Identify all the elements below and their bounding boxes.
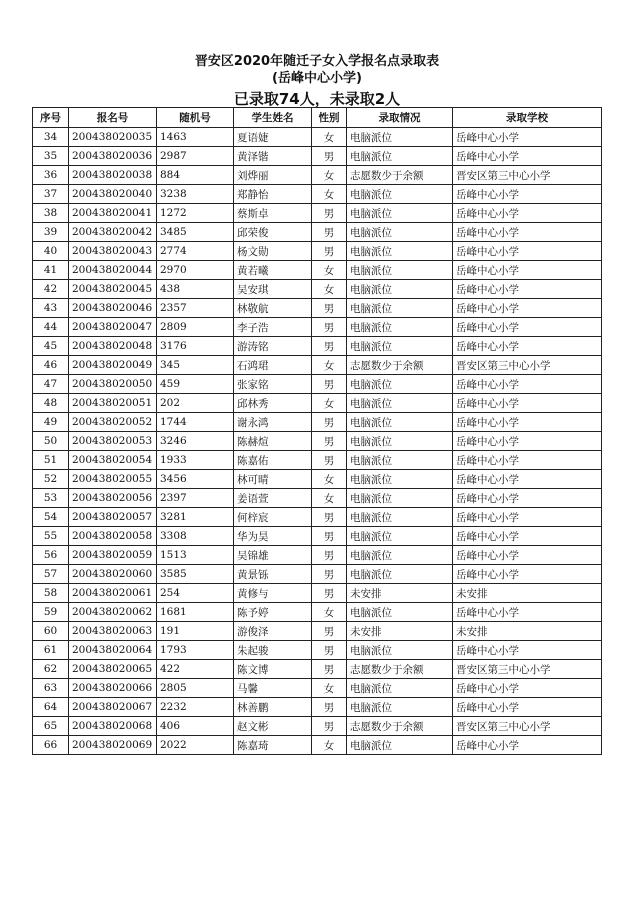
cell-admitted-school: 岳峰中心小学	[453, 128, 602, 147]
cell-student-name: 吴安琪	[234, 280, 312, 299]
table-row	[33, 147, 602, 166]
cell-admitted-school: 晋安区第三中心小学	[453, 660, 602, 679]
column-header-registration-number: 报名号	[69, 108, 157, 128]
cell-random-number: 202	[157, 394, 234, 413]
cell-row-index: 52	[33, 470, 69, 489]
cell-registration-number: 200438020065	[69, 660, 157, 679]
cell-row-index: 47	[33, 375, 69, 394]
cell-gender: 男	[312, 622, 347, 641]
cell-row-index: 43	[33, 299, 69, 318]
cell-row-index: 55	[33, 527, 69, 546]
cell-registration-number: 200438020068	[69, 717, 157, 736]
cell-registration-number: 200438020044	[69, 261, 157, 280]
cell-registration-number: 200438020047	[69, 318, 157, 337]
cell-admitted-school: 岳峰中心小学	[453, 394, 602, 413]
cell-admission-status: 电脑派位	[347, 299, 453, 318]
cell-admission-status: 电脑派位	[347, 337, 453, 356]
cell-registration-number: 200438020035	[69, 128, 157, 147]
cell-registration-number: 200438020041	[69, 204, 157, 223]
cell-admitted-school: 未安排	[453, 622, 602, 641]
cell-row-index: 35	[33, 147, 69, 166]
cell-student-name: 何梓宸	[234, 508, 312, 527]
cell-admission-status: 电脑派位	[347, 698, 453, 717]
cell-admission-status: 电脑派位	[347, 280, 453, 299]
cell-registration-number: 200438020045	[69, 280, 157, 299]
admission-table	[32, 107, 602, 755]
cell-random-number: 3246	[157, 432, 234, 451]
cell-random-number: 422	[157, 660, 234, 679]
cell-student-name: 朱起骏	[234, 641, 312, 660]
cell-random-number: 1513	[157, 546, 234, 565]
table-row	[33, 451, 602, 470]
cell-random-number: 345	[157, 356, 234, 375]
cell-student-name: 陈文博	[234, 660, 312, 679]
cell-admitted-school: 岳峰中心小学	[453, 736, 602, 755]
cell-gender: 女	[312, 128, 347, 147]
cell-random-number: 1463	[157, 128, 234, 147]
cell-admitted-school: 岳峰中心小学	[453, 261, 602, 280]
cell-gender: 男	[312, 299, 347, 318]
cell-admission-status: 电脑派位	[347, 223, 453, 242]
cell-admitted-school: 未安排	[453, 584, 602, 603]
table-row	[33, 641, 602, 660]
cell-student-name: 游俊泽	[234, 622, 312, 641]
cell-random-number: 2809	[157, 318, 234, 337]
cell-admitted-school: 岳峰中心小学	[453, 280, 602, 299]
table-row	[33, 489, 602, 508]
cell-admitted-school: 岳峰中心小学	[453, 470, 602, 489]
cell-registration-number: 200438020060	[69, 565, 157, 584]
table-row	[33, 717, 602, 736]
table-row	[33, 204, 602, 223]
table-row	[33, 470, 602, 489]
cell-gender: 女	[312, 603, 347, 622]
cell-registration-number: 200438020064	[69, 641, 157, 660]
cell-admitted-school: 晋安区第三中心小学	[453, 166, 602, 185]
cell-registration-number: 200438020042	[69, 223, 157, 242]
cell-student-name: 黄景铄	[234, 565, 312, 584]
cell-row-index: 39	[33, 223, 69, 242]
cell-admission-status: 志愿数少于余额	[347, 717, 453, 736]
cell-registration-number: 200438020067	[69, 698, 157, 717]
cell-admission-status: 电脑派位	[347, 147, 453, 166]
cell-gender: 男	[312, 641, 347, 660]
cell-registration-number: 200438020054	[69, 451, 157, 470]
cell-admission-status: 电脑派位	[347, 565, 453, 584]
cell-student-name: 黄泽锴	[234, 147, 312, 166]
cell-gender: 女	[312, 736, 347, 755]
cell-row-index: 42	[33, 280, 69, 299]
cell-admission-status: 电脑派位	[347, 261, 453, 280]
cell-row-index: 60	[33, 622, 69, 641]
cell-random-number: 3308	[157, 527, 234, 546]
cell-student-name: 赵文彬	[234, 717, 312, 736]
cell-admission-status: 电脑派位	[347, 128, 453, 147]
cell-admission-status: 电脑派位	[347, 508, 453, 527]
cell-admitted-school: 岳峰中心小学	[453, 147, 602, 166]
table-row	[33, 166, 602, 185]
cell-student-name: 夏语婕	[234, 128, 312, 147]
cell-registration-number: 200438020059	[69, 546, 157, 565]
cell-gender: 女	[312, 261, 347, 280]
cell-admitted-school: 岳峰中心小学	[453, 527, 602, 546]
cell-registration-number: 200438020069	[69, 736, 157, 755]
cell-registration-number: 200438020052	[69, 413, 157, 432]
cell-row-index: 41	[33, 261, 69, 280]
cell-admission-status: 电脑派位	[347, 451, 453, 470]
cell-admission-status: 电脑派位	[347, 603, 453, 622]
cell-registration-number: 200438020040	[69, 185, 157, 204]
cell-admitted-school: 岳峰中心小学	[453, 489, 602, 508]
table-row	[33, 242, 602, 261]
cell-row-index: 40	[33, 242, 69, 261]
cell-gender: 男	[312, 318, 347, 337]
cell-admission-status: 志愿数少于余额	[347, 356, 453, 375]
cell-gender: 女	[312, 394, 347, 413]
cell-random-number: 3238	[157, 185, 234, 204]
cell-gender: 男	[312, 242, 347, 261]
cell-student-name: 林可晴	[234, 470, 312, 489]
table-row	[33, 508, 602, 527]
cell-row-index: 62	[33, 660, 69, 679]
cell-student-name: 姜语萱	[234, 489, 312, 508]
cell-admission-status: 电脑派位	[347, 185, 453, 204]
cell-student-name: 陈嘉佑	[234, 451, 312, 470]
column-header-index: 序号	[33, 108, 69, 128]
cell-row-index: 34	[33, 128, 69, 147]
cell-admission-status: 电脑派位	[347, 489, 453, 508]
table-row	[33, 546, 602, 565]
cell-admission-status: 电脑派位	[347, 470, 453, 489]
cell-admission-status: 电脑派位	[347, 204, 453, 223]
cell-row-index: 51	[33, 451, 69, 470]
cell-gender: 男	[312, 375, 347, 394]
cell-admitted-school: 岳峰中心小学	[453, 603, 602, 622]
table-row	[33, 660, 602, 679]
table-body	[33, 128, 602, 755]
cell-row-index: 57	[33, 565, 69, 584]
cell-admitted-school: 岳峰中心小学	[453, 318, 602, 337]
cell-row-index: 49	[33, 413, 69, 432]
cell-registration-number: 200438020046	[69, 299, 157, 318]
cell-student-name: 蔡斯卓	[234, 204, 312, 223]
cell-gender: 男	[312, 660, 347, 679]
cell-registration-number: 200438020062	[69, 603, 157, 622]
cell-registration-number: 200438020050	[69, 375, 157, 394]
table-row	[33, 527, 602, 546]
cell-registration-number: 200438020058	[69, 527, 157, 546]
cell-registration-number: 200438020038	[69, 166, 157, 185]
cell-admission-status: 电脑派位	[347, 527, 453, 546]
cell-admitted-school: 岳峰中心小学	[453, 204, 602, 223]
table-row	[33, 261, 602, 280]
cell-student-name: 黄修与	[234, 584, 312, 603]
cell-gender: 男	[312, 204, 347, 223]
cell-random-number: 2357	[157, 299, 234, 318]
table-row	[33, 413, 602, 432]
cell-admission-status: 志愿数少于余额	[347, 660, 453, 679]
cell-admitted-school: 岳峰中心小学	[453, 641, 602, 660]
cell-admitted-school: 岳峰中心小学	[453, 565, 602, 584]
cell-row-index: 38	[33, 204, 69, 223]
cell-admitted-school: 岳峰中心小学	[453, 223, 602, 242]
cell-admitted-school: 岳峰中心小学	[453, 432, 602, 451]
table-row	[33, 603, 602, 622]
cell-admission-status: 电脑派位	[347, 413, 453, 432]
cell-random-number: 1933	[157, 451, 234, 470]
cell-row-index: 65	[33, 717, 69, 736]
cell-admission-status: 电脑派位	[347, 546, 453, 565]
cell-gender: 女	[312, 280, 347, 299]
cell-gender: 女	[312, 679, 347, 698]
document-title: 晋安区2020年随迁子女入学报名点录取表	[194, 54, 440, 69]
cell-student-name: 谢永鸿	[234, 413, 312, 432]
column-header-student-name: 学生姓名	[234, 108, 312, 128]
cell-registration-number: 200438020066	[69, 679, 157, 698]
cell-gender: 男	[312, 147, 347, 166]
table-row	[33, 280, 602, 299]
cell-admitted-school: 岳峰中心小学	[453, 546, 602, 565]
cell-admission-status: 电脑派位	[347, 736, 453, 755]
table-row	[33, 318, 602, 337]
cell-row-index: 54	[33, 508, 69, 527]
cell-row-index: 44	[33, 318, 69, 337]
cell-student-name: 郑静怡	[234, 185, 312, 204]
table-header-row	[33, 108, 602, 128]
cell-admitted-school: 岳峰中心小学	[453, 242, 602, 261]
cell-row-index: 50	[33, 432, 69, 451]
table-row	[33, 337, 602, 356]
cell-admission-status: 电脑派位	[347, 242, 453, 261]
cell-gender: 男	[312, 717, 347, 736]
cell-gender: 男	[312, 698, 347, 717]
cell-row-index: 37	[33, 185, 69, 204]
table-row	[33, 394, 602, 413]
cell-student-name: 游涛铭	[234, 337, 312, 356]
cell-student-name: 华为昊	[234, 527, 312, 546]
cell-admission-status: 未安排	[347, 584, 453, 603]
cell-gender: 男	[312, 527, 347, 546]
cell-registration-number: 200438020063	[69, 622, 157, 641]
column-header-admitted-school: 录取学校	[453, 108, 602, 128]
table-row	[33, 356, 602, 375]
cell-registration-number: 200438020043	[69, 242, 157, 261]
cell-admission-status: 电脑派位	[347, 394, 453, 413]
cell-gender: 女	[312, 489, 347, 508]
cell-registration-number: 200438020055	[69, 470, 157, 489]
document-subtitle: (岳峰中心小学)	[272, 71, 362, 86]
table-row	[33, 584, 602, 603]
cell-random-number: 2970	[157, 261, 234, 280]
cell-random-number: 406	[157, 717, 234, 736]
table-row	[33, 128, 602, 147]
cell-gender: 男	[312, 223, 347, 242]
cell-row-index: 64	[33, 698, 69, 717]
cell-registration-number: 200438020048	[69, 337, 157, 356]
cell-random-number: 3585	[157, 565, 234, 584]
cell-student-name: 李子浩	[234, 318, 312, 337]
cell-random-number: 3281	[157, 508, 234, 527]
cell-admission-status: 志愿数少于余额	[347, 166, 453, 185]
cell-random-number: 3456	[157, 470, 234, 489]
cell-admission-status: 电脑派位	[347, 375, 453, 394]
cell-row-index: 46	[33, 356, 69, 375]
cell-registration-number: 200438020057	[69, 508, 157, 527]
cell-random-number: 1272	[157, 204, 234, 223]
cell-random-number: 3176	[157, 337, 234, 356]
cell-admitted-school: 岳峰中心小学	[453, 679, 602, 698]
cell-student-name: 陈予婷	[234, 603, 312, 622]
admission-summary: 已录取74人，未录取2人	[233, 90, 401, 108]
table-row	[33, 223, 602, 242]
cell-random-number: 1744	[157, 413, 234, 432]
cell-registration-number: 200438020053	[69, 432, 157, 451]
cell-random-number: 2232	[157, 698, 234, 717]
cell-random-number: 2987	[157, 147, 234, 166]
cell-gender: 女	[312, 356, 347, 375]
cell-random-number: 1793	[157, 641, 234, 660]
cell-random-number: 2397	[157, 489, 234, 508]
table-row	[33, 679, 602, 698]
cell-admission-status: 未安排	[347, 622, 453, 641]
cell-random-number: 2022	[157, 736, 234, 755]
cell-admission-status: 电脑派位	[347, 432, 453, 451]
cell-admitted-school: 晋安区第三中心小学	[453, 717, 602, 736]
table-row	[33, 299, 602, 318]
cell-student-name: 邱林秀	[234, 394, 312, 413]
cell-student-name: 陈嘉琦	[234, 736, 312, 755]
cell-row-index: 56	[33, 546, 69, 565]
cell-random-number: 884	[157, 166, 234, 185]
cell-admitted-school: 岳峰中心小学	[453, 451, 602, 470]
cell-student-name: 石鸿珺	[234, 356, 312, 375]
table-row	[33, 622, 602, 641]
cell-admitted-school: 岳峰中心小学	[453, 698, 602, 717]
cell-gender: 男	[312, 432, 347, 451]
cell-student-name: 林敬航	[234, 299, 312, 318]
column-header-random-number: 随机号	[157, 108, 234, 128]
cell-random-number: 459	[157, 375, 234, 394]
cell-row-index: 59	[33, 603, 69, 622]
cell-gender: 男	[312, 413, 347, 432]
column-header-gender: 性别	[312, 108, 347, 128]
cell-random-number: 2774	[157, 242, 234, 261]
cell-row-index: 48	[33, 394, 69, 413]
cell-gender: 女	[312, 470, 347, 489]
cell-row-index: 61	[33, 641, 69, 660]
cell-student-name: 黄若曦	[234, 261, 312, 280]
cell-gender: 男	[312, 584, 347, 603]
cell-row-index: 66	[33, 736, 69, 755]
cell-random-number: 438	[157, 280, 234, 299]
cell-row-index: 63	[33, 679, 69, 698]
cell-registration-number: 200438020036	[69, 147, 157, 166]
cell-admitted-school: 岳峰中心小学	[453, 337, 602, 356]
cell-student-name: 刘烨丽	[234, 166, 312, 185]
table-row	[33, 432, 602, 451]
cell-admitted-school: 岳峰中心小学	[453, 299, 602, 318]
cell-registration-number: 200438020051	[69, 394, 157, 413]
cell-registration-number: 200438020049	[69, 356, 157, 375]
table-row	[33, 185, 602, 204]
cell-random-number: 254	[157, 584, 234, 603]
cell-gender: 女	[312, 185, 347, 204]
cell-student-name: 张家铭	[234, 375, 312, 394]
cell-gender: 男	[312, 337, 347, 356]
cell-row-index: 53	[33, 489, 69, 508]
table-row	[33, 698, 602, 717]
table-row	[33, 736, 602, 755]
cell-gender: 男	[312, 508, 347, 527]
cell-random-number: 1681	[157, 603, 234, 622]
cell-admitted-school: 岳峰中心小学	[453, 375, 602, 394]
cell-row-index: 36	[33, 166, 69, 185]
cell-registration-number: 200438020061	[69, 584, 157, 603]
table-row	[33, 375, 602, 394]
cell-admitted-school: 岳峰中心小学	[453, 413, 602, 432]
cell-row-index: 58	[33, 584, 69, 603]
cell-random-number: 2805	[157, 679, 234, 698]
cell-admitted-school: 岳峰中心小学	[453, 508, 602, 527]
cell-gender: 女	[312, 166, 347, 185]
cell-student-name: 邱荣俊	[234, 223, 312, 242]
cell-random-number: 3485	[157, 223, 234, 242]
cell-admission-status: 电脑派位	[347, 641, 453, 660]
cell-gender: 男	[312, 565, 347, 584]
cell-row-index: 45	[33, 337, 69, 356]
cell-admission-status: 电脑派位	[347, 318, 453, 337]
cell-student-name: 陈赫煊	[234, 432, 312, 451]
cell-registration-number: 200438020056	[69, 489, 157, 508]
cell-gender: 男	[312, 451, 347, 470]
cell-student-name: 林善鹏	[234, 698, 312, 717]
cell-gender: 男	[312, 546, 347, 565]
cell-student-name: 马馨	[234, 679, 312, 698]
cell-admitted-school: 岳峰中心小学	[453, 185, 602, 204]
column-header-admission-status: 录取情况	[347, 108, 453, 128]
cell-admitted-school: 晋安区第三中心小学	[453, 356, 602, 375]
cell-student-name: 杨文勋	[234, 242, 312, 261]
table-row	[33, 565, 602, 584]
cell-student-name: 吴锦雄	[234, 546, 312, 565]
cell-random-number: 191	[157, 622, 234, 641]
cell-admission-status: 电脑派位	[347, 679, 453, 698]
